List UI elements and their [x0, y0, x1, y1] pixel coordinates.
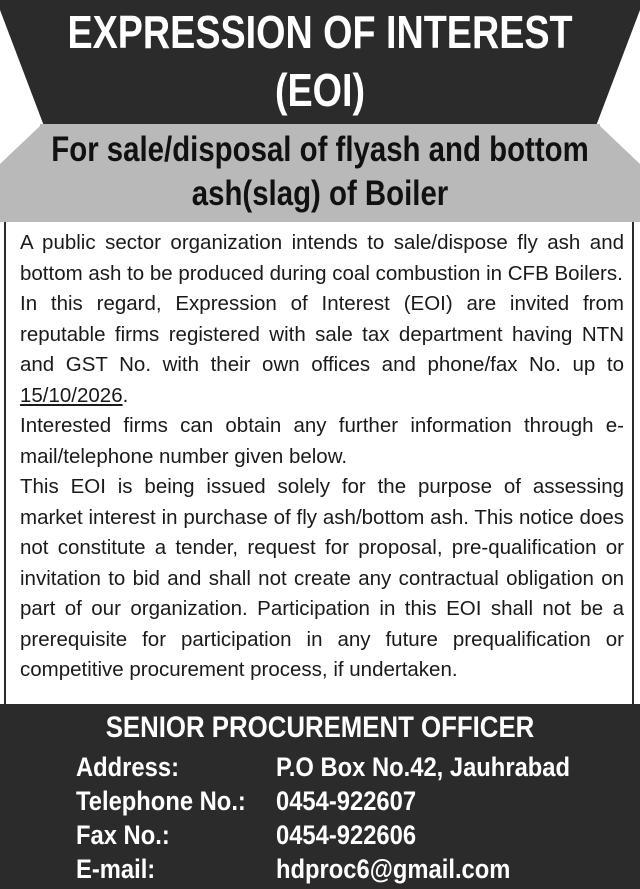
fax-label: Fax No.: — [76, 820, 170, 850]
invitation-text: In this regard, Expression of Interest (EOI) are invited from reputable firms registered with sale tax department having NTN and GST No. with their own offices and phone/fax No. up to — [20, 292, 624, 376]
fax-row — [76, 818, 636, 852]
notice-body — [4, 222, 634, 706]
address-value: P.O Box No.42, Jauhrabad — [276, 752, 571, 782]
telephone-value: 0454-922607 — [276, 786, 417, 816]
address-row — [76, 750, 636, 784]
paragraph-intro: A public sector organization intends to sale/dispose fly ash and bottom ash to be produced during coal combustion in CFB Boilers. — [20, 231, 624, 285]
email-value: hdproc6@gmail.com — [276, 854, 511, 884]
email-row — [76, 852, 636, 886]
officer-title: SENIOR PROCUREMENT OFFICER — [105, 711, 535, 744]
telephone-label: Telephone No.: — [76, 786, 246, 816]
email-label: E-mail: — [76, 854, 156, 884]
paragraph-contact-info: Interested firms can obtain any further information through e-mail/telephone number given below. — [20, 414, 624, 468]
paragraph-disclaimer: This EOI is being issued solely for the purpose of assessing market interest in purchase of fly ash/bottom ash. This notice does not constitute a tender, request for proposal, pre-qualification or invitation to bid and shall not create any contractual obligation on part of our organization. Participation in this EOI shall not be a prerequisite for participation in any future prequalification or competitive procurement process, if undertaken. — [20, 475, 624, 681]
invitation-end: . — [122, 383, 129, 407]
contact-footer — [0, 704, 640, 889]
paragraph-invitation — [20, 289, 624, 411]
telephone-row — [76, 784, 636, 818]
header-title-line2: (EOI) — [274, 64, 366, 116]
fax-value: 0454-922606 — [276, 820, 417, 850]
header-title-line1: EXPRESSION OF INTEREST — [67, 6, 573, 58]
header-banner — [0, 0, 640, 128]
subtitle-line2: ash(slag) of Boiler — [191, 174, 449, 213]
deadline-date: 15/10/2026 — [20, 383, 123, 407]
subtitle-line1: For sale/disposal of flyash and bottom — [51, 130, 589, 169]
subtitle-banner — [0, 124, 640, 224]
address-label: Address: — [76, 752, 179, 782]
